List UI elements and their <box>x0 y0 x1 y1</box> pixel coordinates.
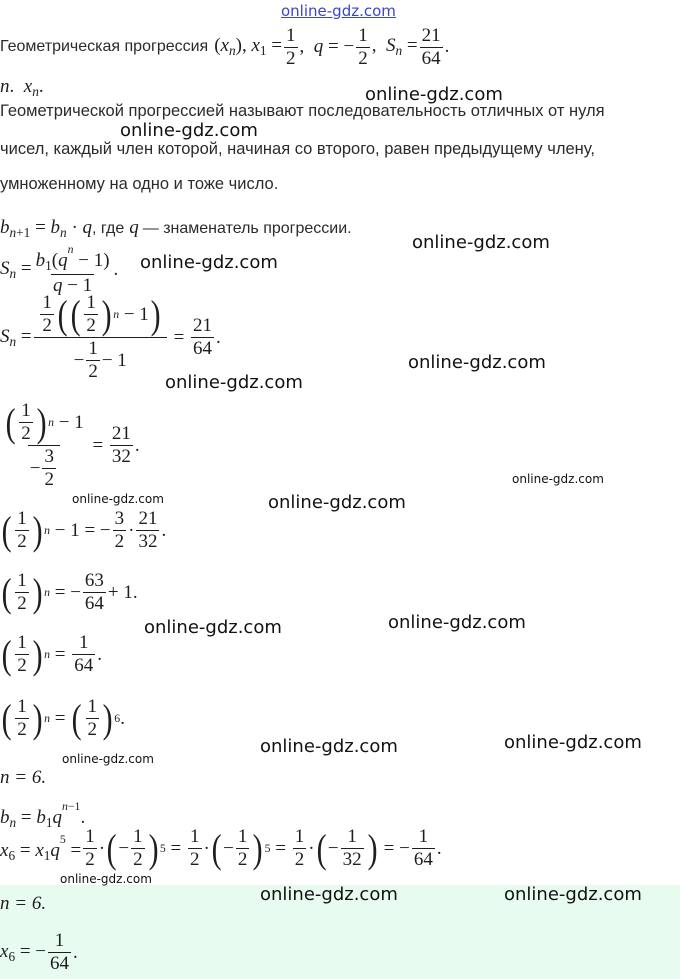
answer-x6: $x_6$ = − $\frac{1}{64}$ . <box>0 930 78 974</box>
watermark: online-gdz.com <box>512 472 604 486</box>
find-line: n. $x_n$. <box>0 76 44 99</box>
problem-statement: Геометрическая прогрессия $(x_n)$, $x_1$ = $\frac{1}{2}$ , q = − $\frac{1}{2}$ , $S_n$ = $\frac{21}{64}$ . <box>0 24 450 69</box>
watermark: online-gdz.com <box>165 372 303 393</box>
step-1: ( $\frac{1}{2}$ ) n − 1 − $\frac{3}{2}$ = $\frac{21}{32}$ . <box>5 399 140 490</box>
step-2: ( $\frac{1}{2}$ ) n − 1 = − $\frac{3}{2}$ · $\frac{21}{32}$ . <box>1 507 167 553</box>
recurrence-formula: $b_{n+1} = b_n \cdot q$ , где q — знаменатель прогрессии. <box>0 217 352 240</box>
x6-computation: $x_6 = x_1q^5$ = $\frac{1}{2}$ · ( − $\frac{1}{2}$ ) 5 = $\frac{1}{2}$ · ( − $\frac{1}{2}$ ) 5 = $\frac{1}{2}$ · ( − $\frac{1}{32}$ ) = − $\frac{1}{64}$ . <box>0 825 442 871</box>
watermark: online-gdz.com <box>408 352 546 373</box>
n-result: n = 6. <box>0 767 47 788</box>
watermark: online-gdz.com <box>140 252 278 273</box>
answer-n: n = 6. <box>0 893 47 914</box>
watermark: online-gdz.com <box>62 752 154 766</box>
watermark: online-gdz.com <box>144 617 282 638</box>
problem-prefix: Геометрическая прогрессия <box>0 38 209 55</box>
step-3: ( $\frac{1}{2}$ ) n = − $\frac{63}{64}$ + 1. <box>1 569 138 615</box>
substitution: $S_n$ = $\frac{1}{2}$ ( ( $\frac{1}{2}$ ) n − 1 ) − $\frac{1}{2}$ − 1 = $\frac{21}{64}$ . <box>0 291 221 382</box>
watermark: online-gdz.com <box>72 492 164 506</box>
watermark: online-gdz.com <box>260 736 398 757</box>
header-link[interactable]: online-gdz.com <box>281 2 396 20</box>
watermark: online-gdz.com <box>260 884 398 905</box>
sum-formula: $S_n$ = $\frac{b_1(q^n - 1)}{q - 1}$ . <box>0 243 119 296</box>
definition-line-3: умноженному на одно и тоже число. <box>0 175 279 193</box>
step-4: ( $\frac{1}{2}$ ) n = $\frac{1}{64}$ . <box>1 631 102 677</box>
watermark: online-gdz.com <box>60 872 152 886</box>
definition-line-1: Геометрической прогрессией называют последовательность отличных от нуля <box>0 102 605 120</box>
watermark: online-gdz.com <box>504 732 642 753</box>
watermark: online-gdz.com <box>365 84 503 105</box>
step-5: ( $\frac{1}{2}$ ) n = ( $\frac{1}{2}$ ) 6 . <box>1 695 125 741</box>
watermark: online-gdz.com <box>504 884 642 905</box>
watermark: online-gdz.com <box>388 612 526 633</box>
watermark: online-gdz.com <box>412 232 550 253</box>
general-term: $b_n = b_1q^{n-1}$. <box>0 800 86 830</box>
definition-line-2: чисел, каждый член которой, начиная со второго, равен предыдущему члену, <box>0 140 595 158</box>
watermark: online-gdz.com <box>268 492 406 513</box>
watermark: online-gdz.com <box>120 120 258 141</box>
